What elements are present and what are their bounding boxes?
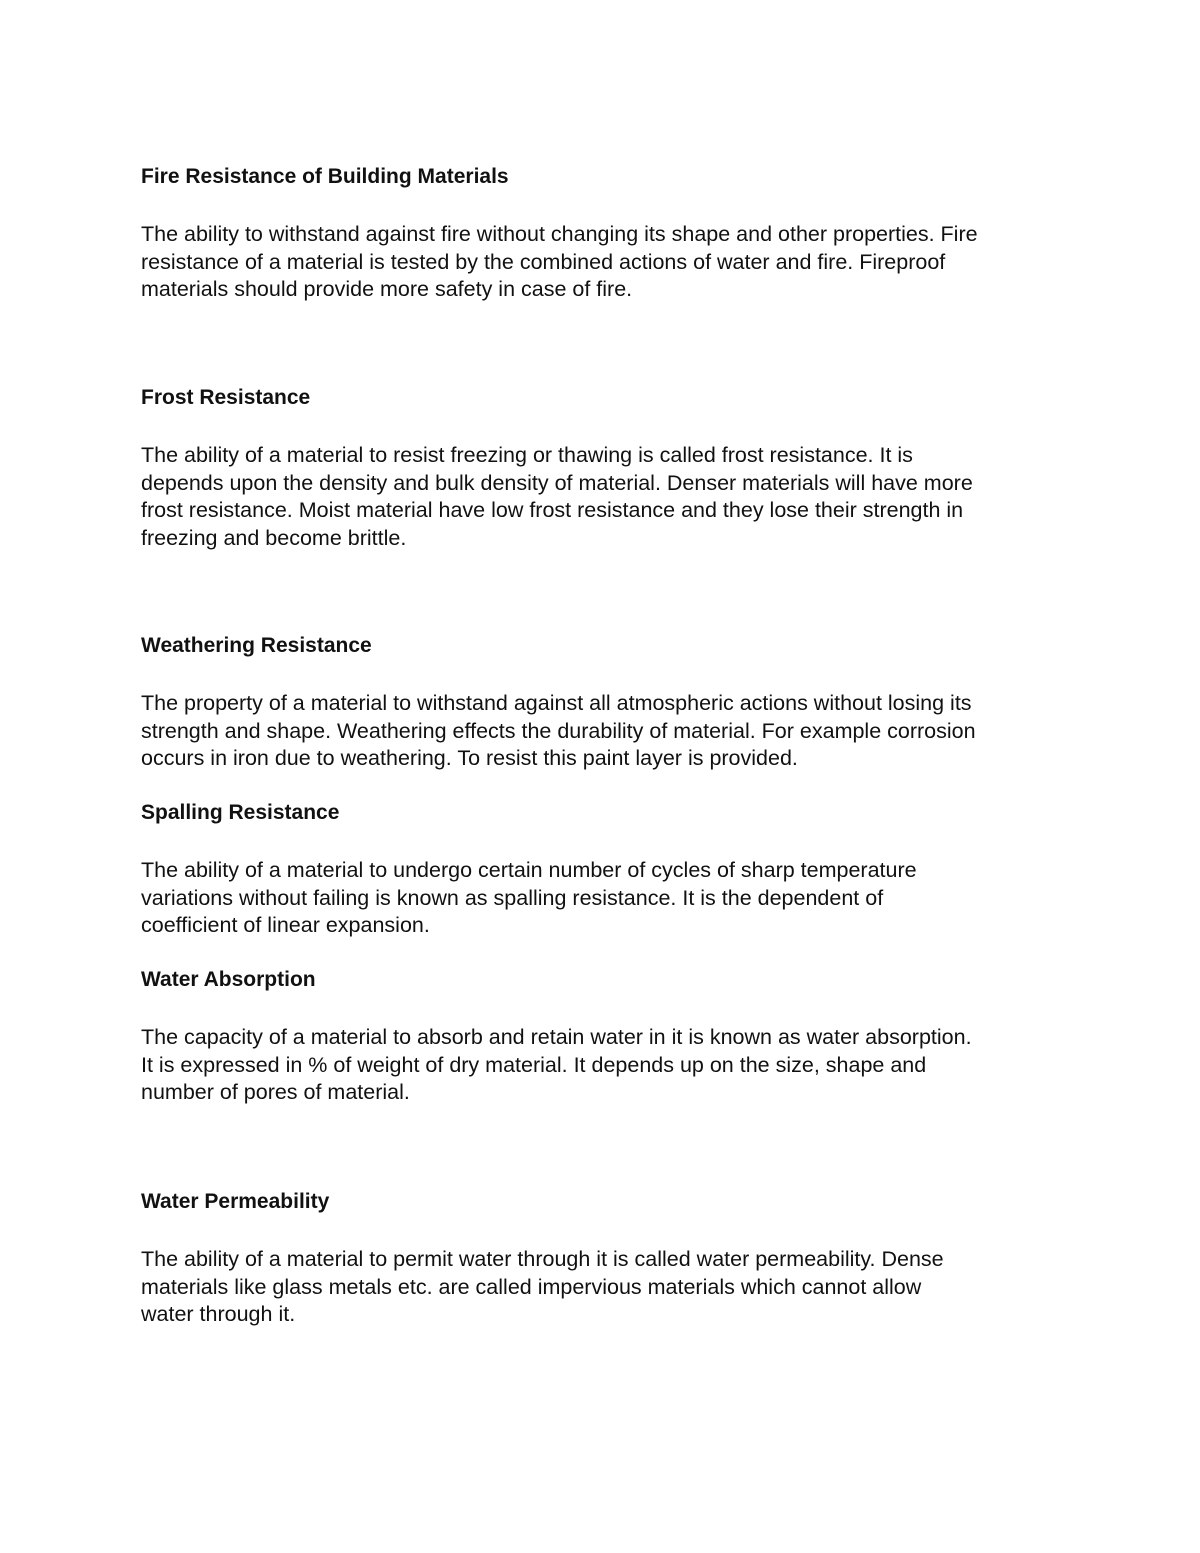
section-paragraph [141,442,1071,552]
section-heading: Water Permeability [141,1190,330,1213]
section-paragraph [141,1024,1071,1107]
paragraph-line: number of pores of material. [141,1080,410,1104]
section-water-permeability [141,1189,1071,1329]
section-water-absorption [141,967,1071,1107]
paragraph-line: The capacity of a material to absorb and retain water in it is known as water absorption. [141,1025,972,1049]
section-spalling-resistance [141,800,1071,940]
section-weathering-resistance [141,633,1071,773]
paragraph-line: occurs in iron due to weathering. To resist this paint layer is provided. [141,746,798,770]
paragraph-line: depends upon the density and bulk density of material. Denser materials will have more [141,470,973,495]
paragraph-line: variations without failing is known as spalling resistance. It is the dependent of [141,885,884,910]
section-paragraph [141,690,1071,773]
section-paragraph [141,857,1071,940]
section-paragraph [141,1246,1071,1329]
paragraph-line: The ability of a material to resist freezing or thawing is called frost resistance. It is [141,443,913,467]
paragraph-line: materials should provide more safety in case of fire. [141,277,633,301]
section-fire-resistance [141,164,1071,304]
paragraph-line: The ability of a material to undergo certain number of cycles of sharp temperature [141,858,917,882]
section-heading: Spalling Resistance [141,801,340,824]
paragraph-line: water through it. [141,1302,296,1326]
paragraph-line: coefficient of linear expansion. [141,913,430,937]
paragraph-line: frost resistance. Moist material have low frost resistance and they lose their strength in [141,498,964,522]
paragraph-line: The property of a material to withstand against all atmospheric actions without losing its [141,691,972,715]
section-frost-resistance [141,385,1071,552]
paragraph-line: freezing and become brittle. [141,525,407,550]
paragraph-line: The ability of a material to permit water through it is called water permeability. Dense [141,1247,944,1271]
paragraph-line: strength and shape. Weathering effects the durability of material. For example corrosion [141,718,976,743]
section-heading: Weathering Resistance [141,634,372,657]
paragraph-line: materials like glass metals etc. are called impervious materials which cannot allow [141,1274,922,1299]
section-heading: Frost Resistance [141,386,311,409]
section-heading: Fire Resistance of Building Materials [141,165,509,188]
paragraph-line: It is expressed in % of weight of dry material. It depends up on the size, shape and [141,1052,927,1077]
section-heading: Water Absorption [141,968,316,991]
paragraph-line: The ability to withstand against fire without changing its shape and other properties. Fire [141,222,978,246]
paragraph-line: resistance of a material is tested by the combined actions of water and fire. Fireproof [141,249,946,274]
section-paragraph [141,221,1071,304]
